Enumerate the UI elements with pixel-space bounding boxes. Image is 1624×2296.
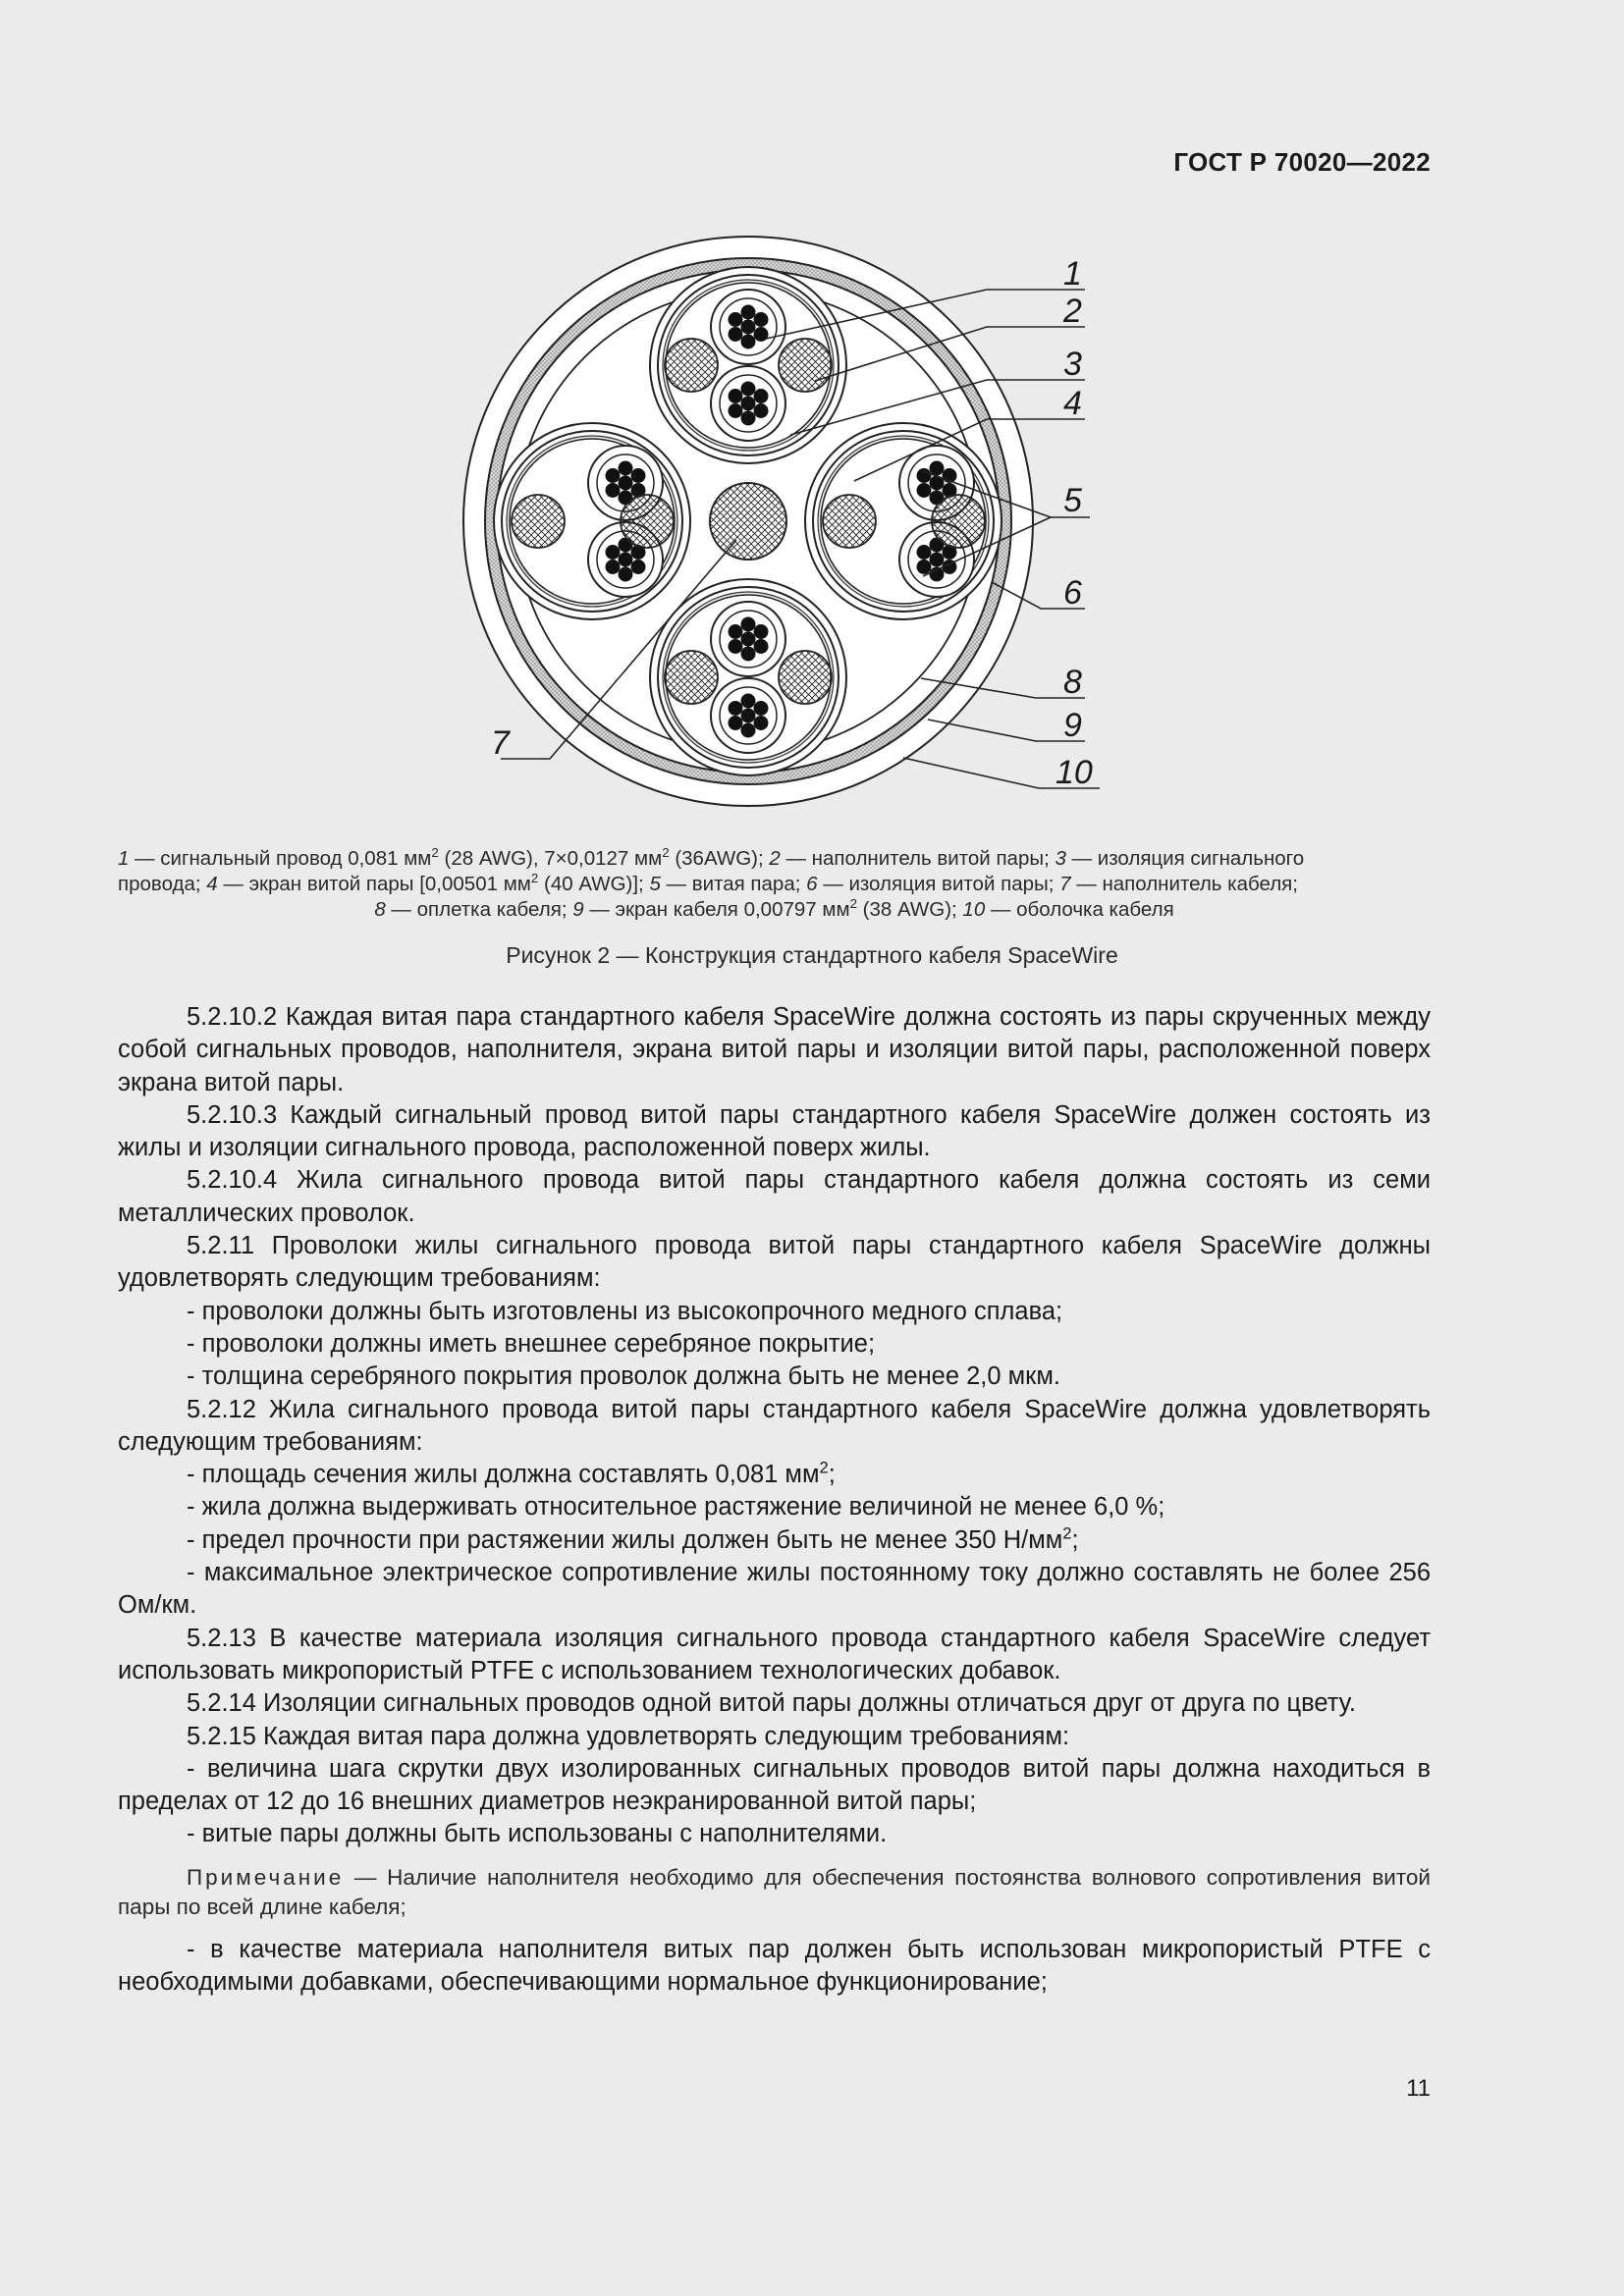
legend-line-1: 1 — сигнальный провод 0,081 $мм^2$ (28 AWG), 7×0,0127 $мм^2$ (36AWG); 2 — наполнитель витой пары; 3 — изоляция сигнального [118,845,1305,870]
document-body [118,1001,1431,1999]
cable-cross-section-figure [442,221,1129,829]
paragraph-5-2-13: 5.2.13 В качестве материала изоляция сигнального провода стандартного кабеля SpaceWire следует использовать микропористый PTFE с использованием технологических добавок. [118,1624,1431,1684]
paragraph-5-2-10-2: 5.2.10.2 Каждая витая пара стандартного кабеля SpaceWire должна состоять из пары скрученных между собой сигнальных проводов, наполнителя, экрана витой пары и изоляции витой пары, расположенной поверх экрана витой пары. [118,1003,1431,1096]
paragraph-5-2-12: 5.2.12 Жила сигнального провода витой пары стандартного кабеля SpaceWire должна удовлетворять следующим требованиям: [118,1395,1431,1456]
list-item: - проволоки должны быть изготовлены из высокопрочного медного сплава; [187,1297,1063,1325]
callout-5: 5 [1063,482,1082,519]
list-item: - витые пары должны быть использованы с наполнителями. [187,1820,888,1848]
twisted-pair-top [650,267,846,463]
twisted-pair-left [494,423,690,619]
callout-7: 7 [491,724,510,762]
callout-3: 3 [1063,346,1082,383]
note-label: Примечание [187,1864,345,1890]
callout-8: 8 [1063,664,1082,701]
page-number: 11 [1406,2075,1431,2102]
paragraph-5-2-14: 5.2.14 Изоляции сигнальных проводов одной витой пары должны отличаться друг от друга по цвету. [187,1689,1356,1718]
paragraph-5-2-10-3: 5.2.10.3 Каждый сигнальный провод витой пары стандартного кабеля SpaceWire должен состоять из жилы и изоляции сигнального провода, расположенной поверх жилы. [118,1100,1431,1162]
figure-caption: Рисунок 2 — Конструкция стандартного кабеля SpaceWire [506,942,1118,968]
paragraph-5-2-11: 5.2.11 Проволоки жилы сигнального провода витой пары стандартного кабеля SpaceWire должны удовлетворять следующим требованиям: [118,1232,1431,1293]
callout-10: 10 [1056,754,1093,791]
legend-line-3: 8 — оплетка кабеля; 9 — экран кабеля 0,00797 $мм^2$ (38 AWG); 10 — оболочка кабеля [374,896,1174,921]
paragraph-5-2-15: 5.2.15 Каждая витая пара должна удовлетворять следующим требованиям: [187,1722,1070,1750]
callout-1: 1 [1063,255,1082,293]
document-id-header: ГОСТ Р 70020—2022 [1173,147,1431,177]
figure-legend [118,846,1431,923]
list-item: - площадь сечения жилы должна составлять 0,081 $мм^2$; [187,1458,836,1489]
list-item: - величина шага скрутки двух изолированных сигнальных проводов витой пары должна находиться в пределах от 12 до 16 внешних диаметров неэкранированной витой пары; [118,1754,1431,1816]
twisted-pair-right [805,423,1001,619]
callout-2: 2 [1063,293,1082,330]
callout-9: 9 [1063,707,1082,744]
twisted-pair-bottom [650,579,846,775]
callout-4: 4 [1063,385,1082,422]
cable-filler [710,483,786,560]
paragraph-5-2-10-4: 5.2.10.4 Жила сигнального провода витой пары стандартного кабеля должна состоять из семи металлических проволок. [118,1166,1431,1227]
list-item: - предел прочности при растяжении жилы должен быть не менее 350 $Н/мм^2$; [187,1523,1079,1554]
legend-line-2: провода; 4 — экран витой пары [0,00501 $мм^2$ (40 AWG)]; 5 — витая пара; 6 — изоляция витой пары; 7 — наполнитель кабеля; [118,871,1298,895]
callout-6: 6 [1063,574,1082,612]
list-item: - толщина серебряного покрытия проволок должна быть не менее 2,0 мкм. [187,1362,1060,1391]
list-item: - жила должна выдерживать относительное растяжение величиной не менее 6,0 %; [187,1493,1165,1522]
list-item: - в качестве материала наполнителя витых пар должен быть использован микропористый PTFE с необходимыми добавками, обеспечивающими нормальное функционирование; [118,1935,1431,1997]
note: Примечание — Наличие наполнителя необходимо для обеспечения постоянства волнового сопротивления витой пары по всей длине кабеля; [118,1864,1431,1919]
list-item: - максимальное электрическое сопротивление жилы постоянному току должно составлять не более 256 Ом/км. [118,1559,1431,1620]
list-item: - проволоки должны иметь внешнее серебряное покрытие; [187,1329,876,1358]
